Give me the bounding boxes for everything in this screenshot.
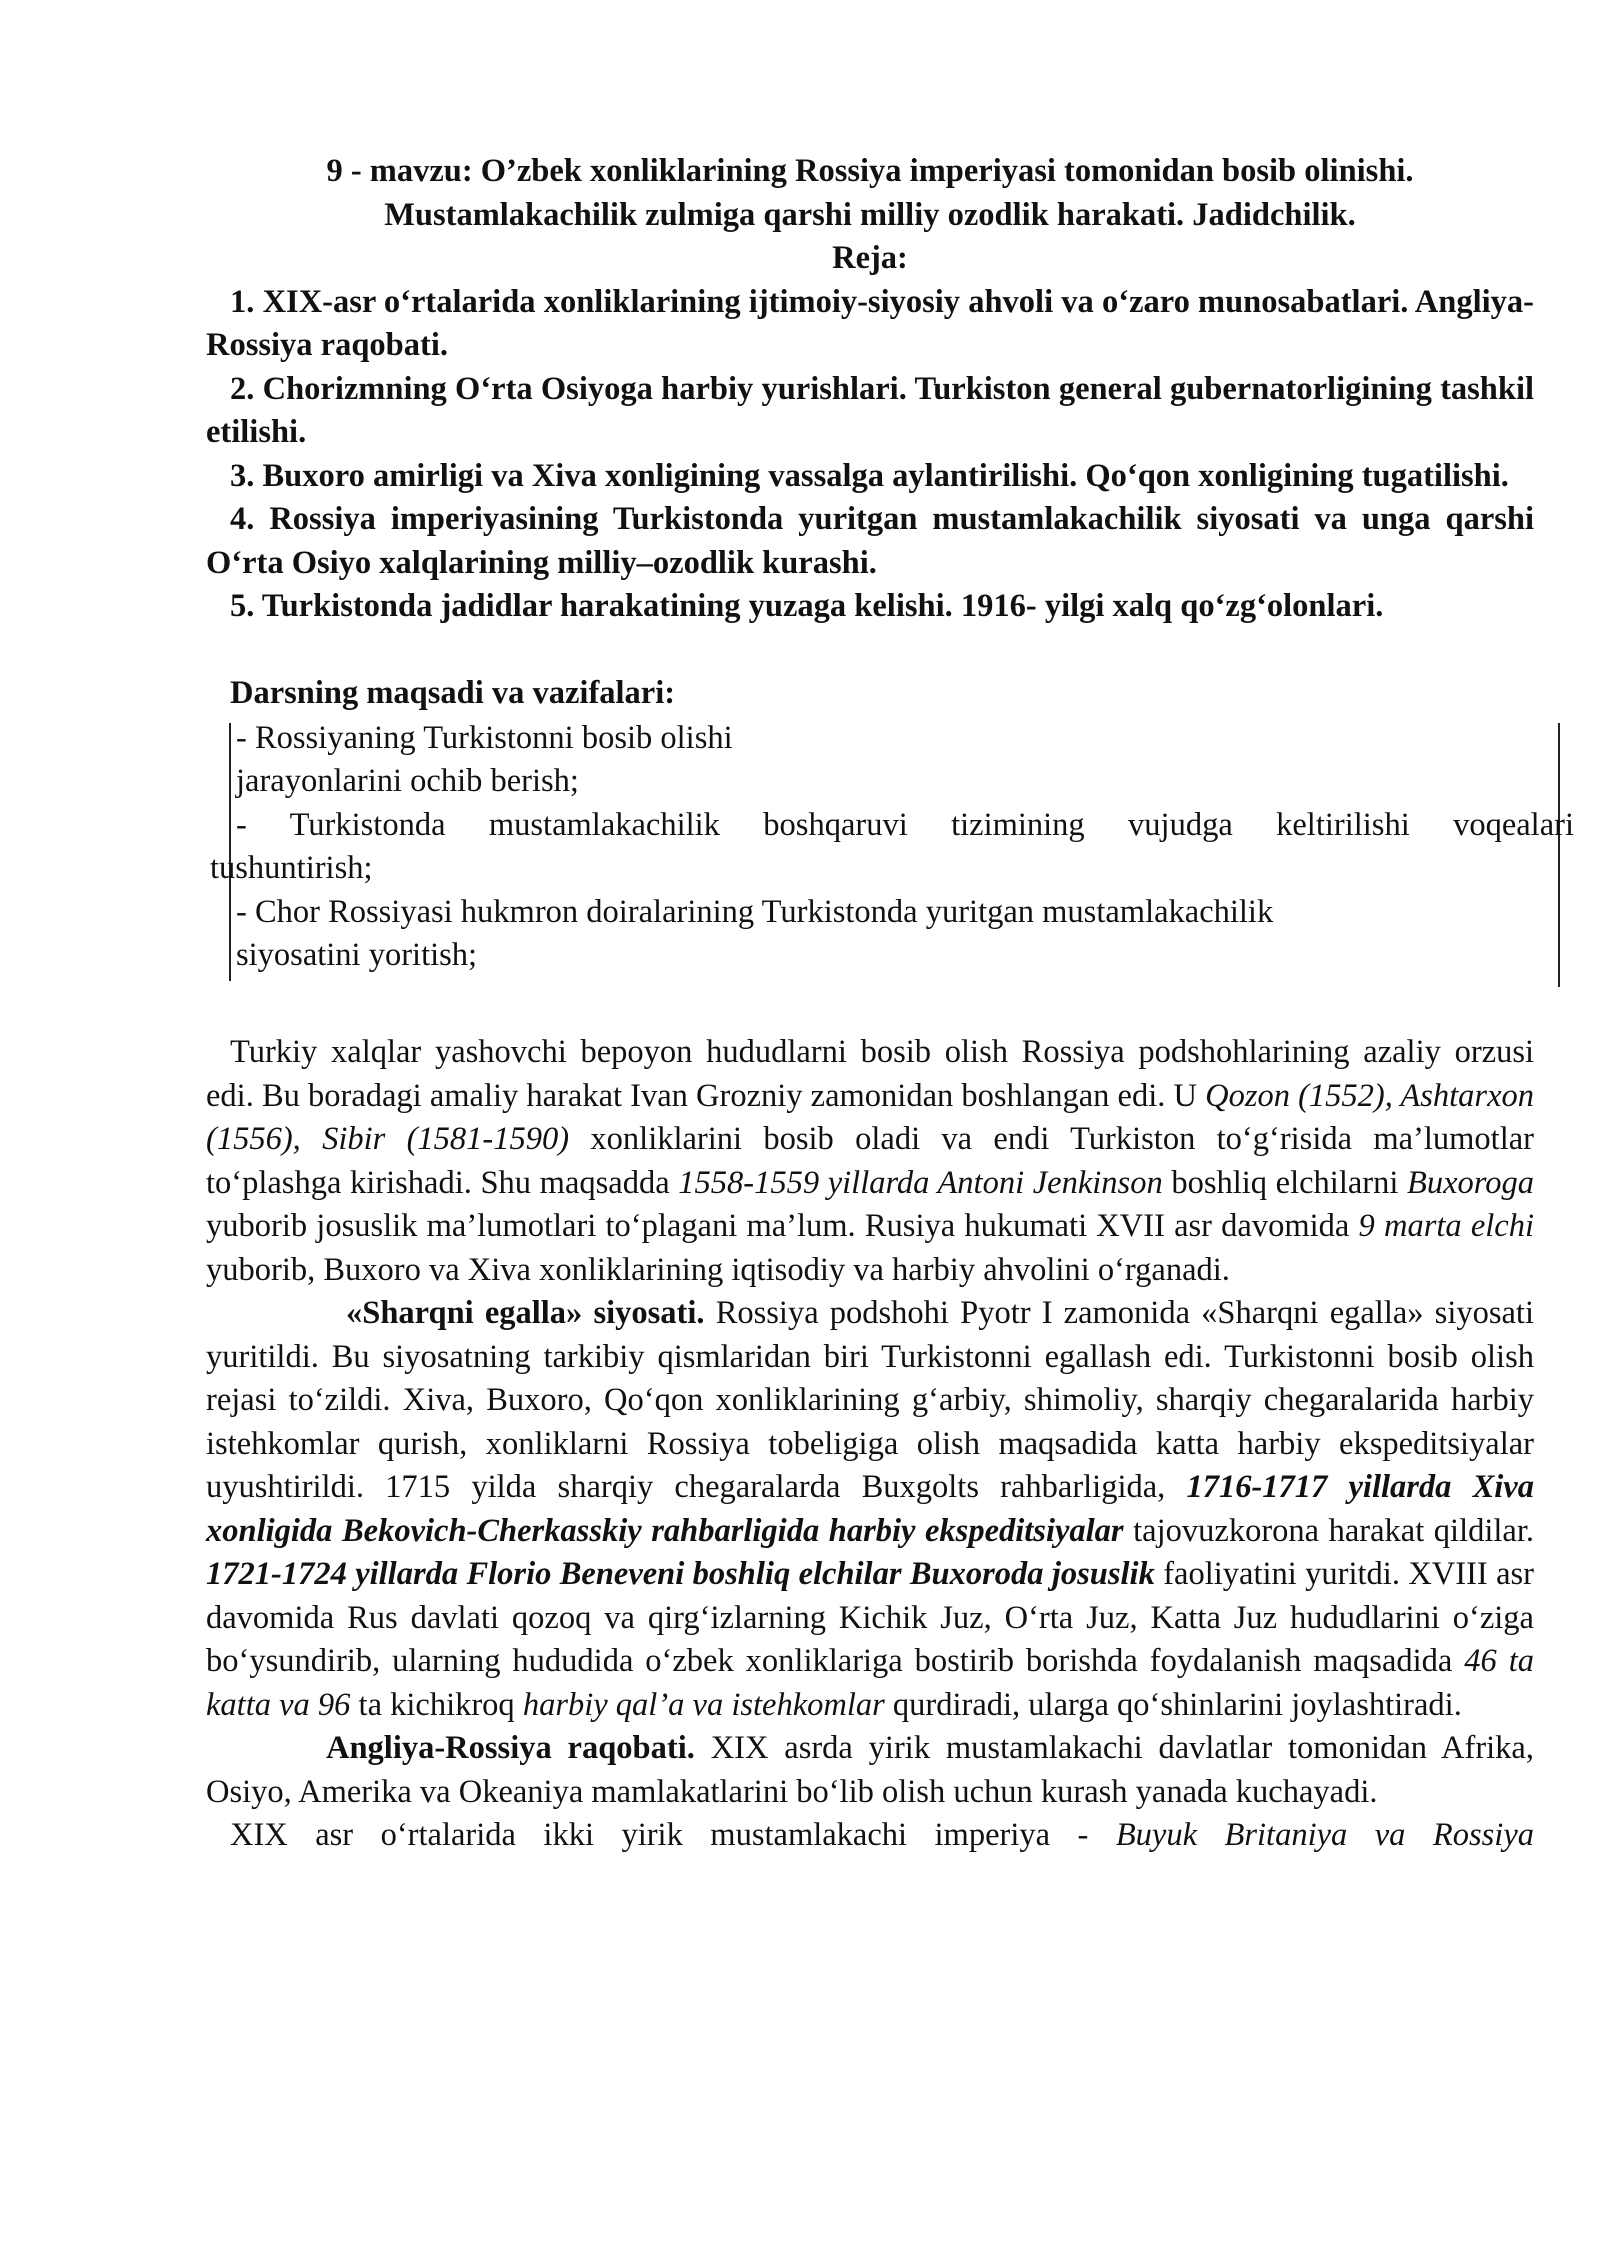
paragraph-sharqni-egalla	[206, 1292, 1534, 1727]
p1-run: xonliklarini bosib oladi va endi Turkiston to‘g‘risida ma’lumotlar to‘plashga kirishadi. Shu maqsadda	[206, 1121, 1534, 1201]
p2-run: 46 ta katta va 96	[206, 1643, 1534, 1723]
goal-line-2: jarayonlarini ochib berish;	[236, 763, 579, 799]
p1-run: 9 marta elchi	[1358, 1208, 1534, 1244]
p1-run: Qozon (1552), Ashtarxon (1556), Sibir (1581-1590)	[206, 1077, 1535, 1157]
p2-run: 1721-1724 yillarda Florio Beneveni boshliq elchilar Buxoroda josuslik	[206, 1556, 1155, 1592]
p2-run: 1716-1717 yillarda Xiva xonligida Bekovich-Cherkasskiy rahbarligida harbiy ekspeditsiyalar	[206, 1469, 1534, 1549]
title-line-2: Mustamlakachilik zulmiga qarshi milliy ozodlik harakati. Jadidchilik.	[384, 196, 1356, 233]
p2-run: harbiy qal’a va istehkomlar	[522, 1686, 885, 1723]
p1-run: Turkiy xalqlar yashovchi bepoyon hududlarni bosib olish Rossiya podshohlarining azaliy orzusi edi. Bu boradagi amaliy harakat Ivan Grozniy zamonidan boshlangan edi. U	[206, 1034, 1534, 1114]
p1-run: yuborib josuslik ma’lumotlari to‘plagani ma’lum. Rusiya hukumati XVII asr davomida	[206, 1208, 1359, 1244]
p2-run: Rossiya podshohi Pyotr I zamonida «Sharqni egalla» siyosati yuritildi. Bu siyosatning tarkibiy qismlaridan biri Turkistonni egallash edi. Turkistonni bosib olish rejasi to‘zildi. Xiva, Buxoro, Qo‘qon xonliklarining g‘arbiy, shimoliy, sharqiy chegaralarida harbiy istehkomlar qurish, xonliklarni Rossiya tobeligiga olish maqsadida katta harbiy ekspeditsiyalar uyushtirildi. 1715 yilda sharqiy chegaralarda Buxgolts rahbarligida,	[206, 1295, 1534, 1505]
p2-run: faoliyatini yuritdi. XVIII asr davomida Rus davlati qozoq va qirg‘izlarning Kichik Juz, O‘rta Juz, Katta Juz hududlarini o‘ziga bo‘ysundirib, ularning hududida o‘zbek xonliklariga bostirib borishda foydalanish maqsadida	[206, 1556, 1534, 1679]
p1-run: boshliq elchilarni	[1162, 1164, 1407, 1201]
document-content	[206, 150, 1574, 1858]
goal-line-5: - Chor Rossiyasi hukmron doiralarining Turkistonda yuritgan mustamlakachilik	[236, 894, 1274, 930]
p2-run: tajovuzkorona harakat qildilar.	[1123, 1512, 1535, 1549]
goal-line-4: tushuntirish;	[210, 850, 373, 886]
p1-run: 1558-1559 yillarda Antoni Jenkinson	[678, 1164, 1163, 1201]
p1-run: yuborib, Buxoro va Xiva xonliklarining iqtisodiy va harbiy ahvolini o‘rganadi.	[206, 1251, 1230, 1288]
p1-run: Buxoroga	[1407, 1164, 1534, 1201]
title-line-1: 9 - mavzu: O’zbek xonliklarining Rossiya imperiyasi tomonidan bosib olinishi.	[326, 153, 1414, 189]
goals-box-right-border	[1558, 723, 1560, 987]
plan-item-3: 3. Buxoro amirligi va Xiva xonligining vassalga aylantirilishi. Qo‘qon xonligining tugatilishi.	[230, 457, 1509, 494]
plan-heading: Reja:	[832, 240, 908, 276]
p3-run: XIX asrda yirik mustamlakachi davlatlar tomonidan Afrika, Osiyo, Amerika va Okeaniya mamlakatlarini bo‘lib olish uchun kurash yanada kuchayadi.	[206, 1730, 1534, 1810]
plan-item-4: 4. Rossiya imperiyasining Turkistonda yuritgan mustamlakachilik siyosati va unga qarshi O‘rta Osiyo xalqlarining milliy–ozodlik kurashi.	[206, 501, 1534, 581]
goal-line-1: - Rossiyaning Turkistonni bosib olishi	[236, 720, 733, 756]
goals-box	[206, 717, 1574, 981]
goals-heading: Darsning maqsadi va vazifalari:	[230, 674, 676, 711]
goal-line-6: siyosatini yoritish;	[236, 937, 478, 973]
paragraph-4	[206, 1814, 1534, 1858]
p4-run: XIX asr o‘rtalarida ikki yirik mustamlakachi imperiya -	[230, 1817, 1116, 1853]
plan-item-5: 5. Turkistonda jadidlar harakatining yuzaga kelishi. 1916- yilgi xalq qo‘zg‘olonlari.	[230, 588, 1384, 624]
plan-list	[206, 281, 1534, 629]
p2-run: ta kichikroq	[350, 1686, 523, 1723]
p4-run: Buyuk Britaniya va Rossiya	[1115, 1817, 1534, 1853]
p2-run: «Sharqni egalla» siyosati.	[346, 1295, 705, 1331]
goal-line-3: - Turkistonda mustamlakachilik boshqaruvi tizimining vujudga keltirilishi voqealari	[236, 807, 1574, 843]
p2-run: qurdiradi, ularga qo‘shinlarini joylashtiradi.	[884, 1686, 1462, 1723]
p3-run: Angliya-Rossiya raqobati.	[326, 1730, 695, 1766]
paragraph-1	[206, 1031, 1534, 1292]
body-text	[206, 1031, 1534, 1858]
plan-item-2: 2. Chorizmning O‘rta Osiyoga harbiy yurishlari. Turkiston general gubernatorligining tashkil etilishi.	[206, 370, 1534, 450]
topic-title	[206, 150, 1534, 281]
plan-item-1: 1. XIX-asr o‘rtalarida xonliklarining ijtimoiy-siyosiy ahvoli va o‘zaro munosabatlari. Angliya-Rossiya raqobati.	[206, 283, 1534, 363]
paragraph-angliya-rossiya	[206, 1727, 1534, 1814]
